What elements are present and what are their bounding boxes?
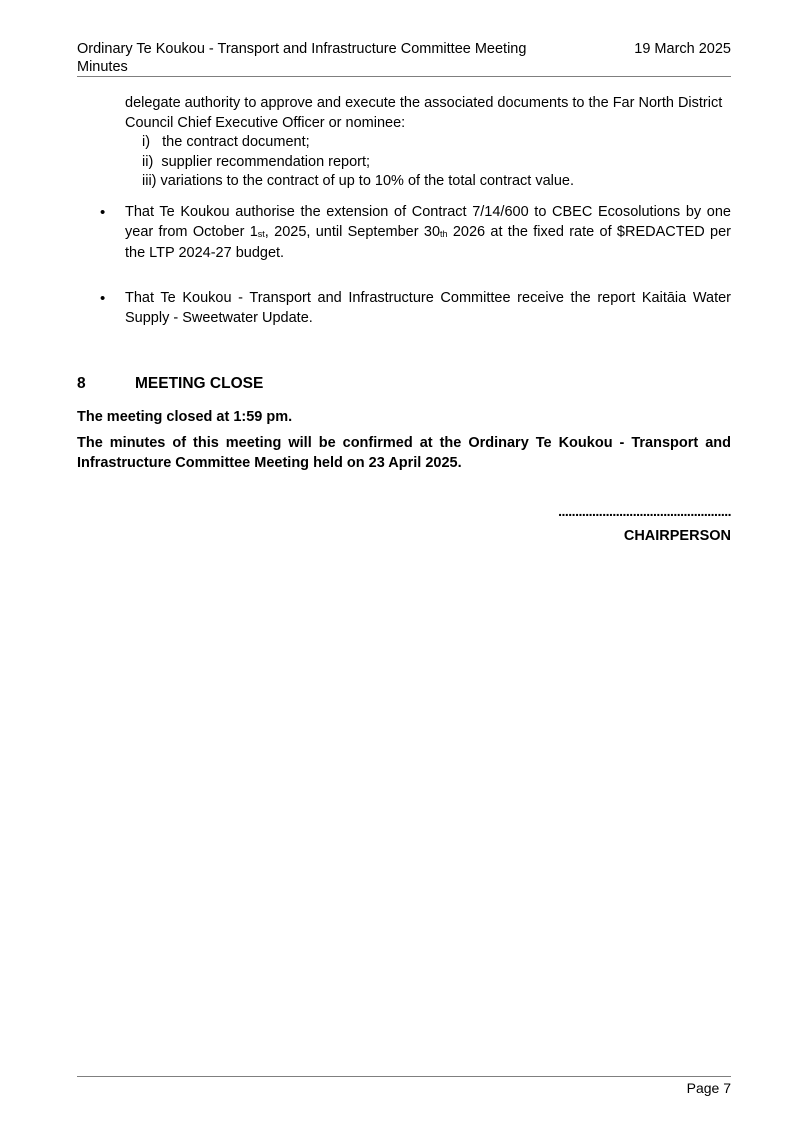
bullet-icon: • <box>100 290 106 307</box>
page-number: Page 7 <box>686 1080 731 1096</box>
page-header <box>77 40 731 77</box>
list-item: iii) variations to the contract of up to 10% of the total contract value. <box>142 173 575 189</box>
bullet-icon: • <box>100 204 106 221</box>
footer-divider <box>77 1076 731 1077</box>
section-title: MEETING CLOSE <box>135 375 264 392</box>
meeting-closed-text: The meeting closed at 1:59 pm. <box>77 409 293 425</box>
header-date: 19 March 2025 <box>634 41 731 57</box>
list-item: ii) supplier recommendation report; <box>142 153 371 170</box>
section-number: 8 <box>77 375 86 392</box>
bullet-text: That Te Koukou authorise the extension of Contract 7/14/600 to CBEC Ecosolutions by one year from October $1_{st}$, 2025, until September $30_{th}$ 2026 at the fixed rate of $REDACTED per the LTP 2024-27 budget. <box>125 204 731 261</box>
signature-label: CHAIRPERSON <box>623 528 731 544</box>
header-title: Ordinary Te Koukou - Transport and Infrastructure Committee Meeting Minutes <box>77 41 527 75</box>
signature-line: ................................................... <box>558 503 731 519</box>
delegation-list <box>142 133 702 192</box>
confirmation-text: The minutes of this meeting will be confirmed at the Ordinary Te Koukou - Transport and Infrastructure Committee Meeting held on 23 April 2025. <box>77 435 731 471</box>
bullet-text: That Te Koukou - Transport and Infrastructure Committee receive the report Kaitāia Water Supply - Sweetwater Update. <box>125 290 731 326</box>
list-item: i) the contract document; <box>142 134 310 150</box>
delegation-paragraph: delegate authority to approve and execute the associated documents to the Far North District Council Chief Executive Officer or nominee: <box>125 95 723 131</box>
